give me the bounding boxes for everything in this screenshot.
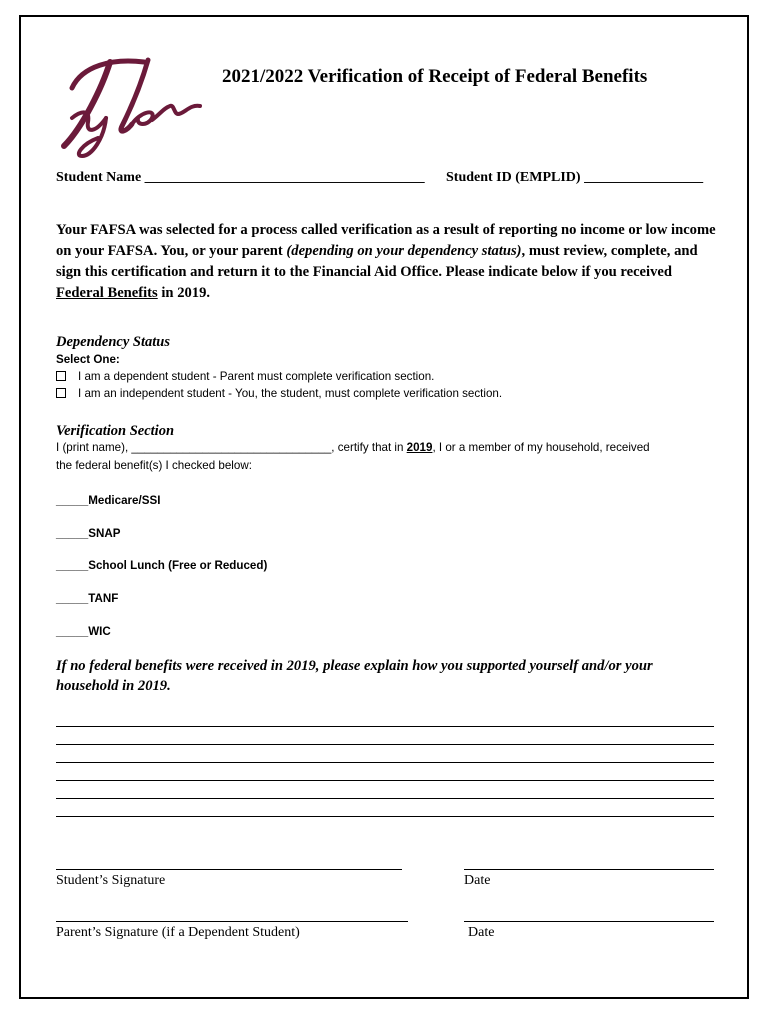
explanation-line[interactable] bbox=[56, 780, 714, 781]
intro-paragraph: Your FAFSA was selected for a process called verification as a result of reporting no income or low income on your FAFSA. You, or your parent (depending on your dependency status), must review, complete, and sign this certification and return it to the Financial Aid Office. Please indicate below if you received Federal Benefits in 2019. bbox=[56, 222, 716, 301]
student-signature-label: Student’s Signature bbox=[56, 873, 166, 888]
checkbox[interactable] bbox=[56, 388, 66, 398]
benefit-wic[interactable]: _____WIC bbox=[56, 625, 111, 638]
parent-signature-label: Parent’s Signature (if a Dependent Student) bbox=[56, 925, 300, 940]
explanation-line[interactable] bbox=[56, 744, 714, 745]
parent-date-line[interactable] bbox=[464, 921, 714, 922]
explanation-line[interactable] bbox=[56, 726, 714, 727]
explanation-line[interactable] bbox=[56, 816, 714, 817]
explanation-line[interactable] bbox=[56, 762, 714, 763]
benefit-snap[interactable]: _____SNAP bbox=[56, 527, 121, 540]
benefit-school-lunch[interactable]: _____School Lunch (Free or Reduced) bbox=[56, 559, 268, 572]
student-date-line[interactable] bbox=[464, 869, 714, 870]
independent-option[interactable]: I am an independent student - You, the student, must complete verification section. bbox=[56, 387, 502, 400]
date-label: Date bbox=[464, 873, 491, 888]
tyler-logo bbox=[52, 48, 210, 160]
page-title: 2021/2022 Verification of Receipt of Federal Benefits bbox=[222, 66, 648, 87]
page-border bbox=[19, 15, 749, 999]
certify-line-2: the federal benefit(s) I checked below: bbox=[56, 459, 252, 472]
student-name-field[interactable]: Student Name ________________________________________ bbox=[56, 170, 425, 185]
checkbox[interactable] bbox=[56, 371, 66, 381]
dependent-option[interactable]: I am a dependent student - Parent must complete verification section. bbox=[56, 370, 434, 383]
dependency-heading: Dependency Status bbox=[56, 334, 170, 350]
verification-heading: Verification Section bbox=[56, 423, 175, 439]
select-one-label: Select One: bbox=[56, 353, 120, 366]
benefit-tanf[interactable]: _____TANF bbox=[56, 592, 119, 605]
parent-signature-line[interactable] bbox=[56, 921, 408, 922]
certify-line: I (print name), _______________________________, certify that in 2019, I or a member of my household, received bbox=[56, 441, 650, 454]
no-benefits-question: If no federal benefits were received in 2019, please explain how you supported yourself and/or your household in 2019. bbox=[56, 658, 653, 694]
student-id-field[interactable]: Student ID (EMPLID) _________________ bbox=[446, 170, 704, 185]
benefit-medicare[interactable]: _____Medicare/SSI bbox=[56, 494, 161, 507]
date-label: Date bbox=[468, 925, 495, 940]
student-signature-line[interactable] bbox=[56, 869, 402, 870]
explanation-line[interactable] bbox=[56, 798, 714, 799]
